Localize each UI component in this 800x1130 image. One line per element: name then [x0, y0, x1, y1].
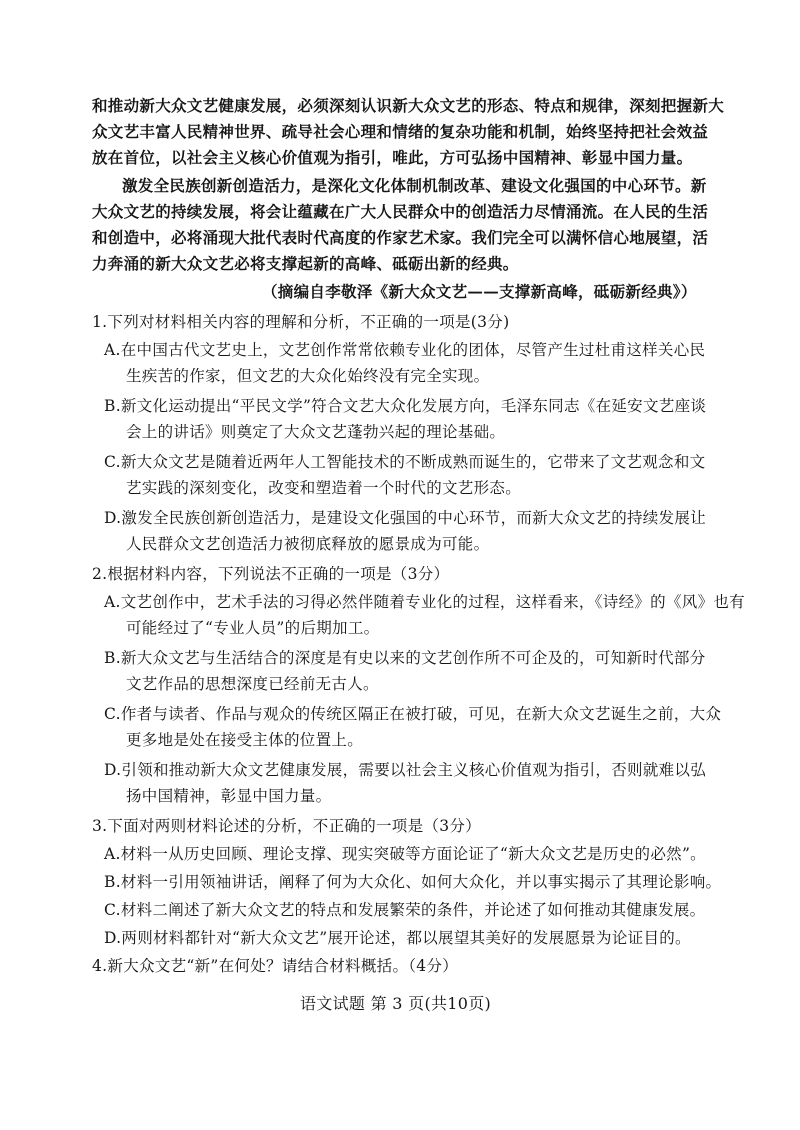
option-line: A.在中国古代文艺史上，文艺创作常常依赖专业化的团体，尽管产生过杜甫这样关心民	[104, 341, 706, 359]
passage-line: 放在首位，以社会主义核心价值观为指引，唯此，方可弘扬中国精神、彰显中国力量。	[92, 148, 693, 167]
passage-line: 力奔涌的新大众文艺必将支撑起新的高峰、砥砺出新的经典。	[92, 254, 519, 273]
passage-line: 和推动新大众文艺健康发展，必须深刻认识新大众文艺的形态、特点和规律，深刻把握新大	[92, 96, 725, 115]
option-line: D.引领和推动新大众文艺健康发展，需要以社会主义核心价值观为指引，否则就难以弘	[104, 761, 707, 779]
passage-line: 大众文艺的持续发展，将会让蕴藏在广大人民群众中的创造活力尽情涌流。在人民的生活	[92, 202, 709, 221]
option-line: 艺实践的深刻变化，改变和塑造着一个时代的文艺形态。	[126, 479, 522, 497]
option-line: A.文艺创作中，艺术手法的习得必然伴随着专业化的过程，这样看来，《诗经》的《风》也有	[104, 593, 745, 611]
option-line: 更多地是处在接受主体的位置上。	[126, 731, 364, 749]
option-line: 人民群众文艺创造活力被彻底释放的愿景成为可能。	[126, 535, 490, 553]
passage-line: 和创造中，必将涌现大批代表时代高度的作家艺术家。我们完全可以满怀信心地展望，活	[92, 228, 709, 247]
option-line: B.新大众文艺与生活结合的深度是有史以来的文艺创作所不可企及的，可知新时代部分	[104, 649, 706, 667]
passage-line: 众文艺丰富人民精神世界、疏导社会心理和情绪的复杂功能和机制，始终坚持把社会效益	[92, 122, 709, 141]
option-line: A.材料一从历史回顾、理论支撑、现实突破等方面论证了“新大众文艺是历史的必然”。	[104, 845, 706, 863]
option-line: 会上的讲话》则奠定了大众文艺蓬勃兴起的理论基础。	[126, 423, 506, 441]
option-line: D.激发全民族创新创造活力，是建设文化强国的中心环节，而新大众文艺的持续发展让	[104, 509, 707, 527]
option-line: C.作者与读者、作品与观众的传统区隔正在被打破，可见，在新大众文艺诞生之前，大众	[104, 705, 722, 723]
option-line: 扬中国精神，彰显中国力量。	[126, 787, 332, 805]
option-line: B.新文化运动提出“平民文学”符合文艺大众化发展方向，毛泽东同志《在延安文艺座谈	[104, 397, 707, 415]
question-stem: 4.新大众文艺“新”在何处？请结合材料概括。（4分）	[92, 957, 459, 975]
option-line: 可能经过了“专业人员”的后期加工。	[126, 619, 380, 637]
question-stem: 2.根据材料内容，下列说法不正确的一项是（3分）	[92, 565, 450, 583]
passage-source: （摘编自李敬泽《新大众文艺——支撑新高峰，砥砺新经典》）	[262, 282, 697, 301]
option-line: C.新大众文艺是随着近两年人工智能技术的不断成熟而诞生的，它带来了文艺观念和文	[104, 453, 706, 471]
question-stem: 3.下面对两则材料论述的分析，不正确的一项是（3分）	[92, 817, 481, 835]
option-line: B.材料一引用领袖讲话，阐释了何为大众化、如何大众化，并以事实揭示了其理论影响。	[104, 873, 722, 891]
option-line: 文艺作品的思想深度已经前无古人。	[126, 675, 379, 693]
page-footer: 语文试题 第 3 页(共10页)	[300, 994, 492, 1013]
option-line: C.材料二阐述了新大众文艺的特点和发展繁荣的条件，并论述了如何推动其健康发展。	[104, 901, 706, 919]
option-line: 生疾苦的作家，但文艺的大众化始终没有完全实现。	[126, 367, 490, 385]
passage-line: 激发全民族创新创造活力，是深化文化体制机制改革、建设文化强国的中心环节。新	[122, 176, 707, 195]
option-line: D.两则材料都针对“新大众文艺”展开论述，都以展望其美好的发展愿景为论证目的。	[104, 929, 691, 947]
question-stem: 1.下列对材料相关内容的理解和分析，不正确的一项是(3分)	[92, 313, 510, 331]
